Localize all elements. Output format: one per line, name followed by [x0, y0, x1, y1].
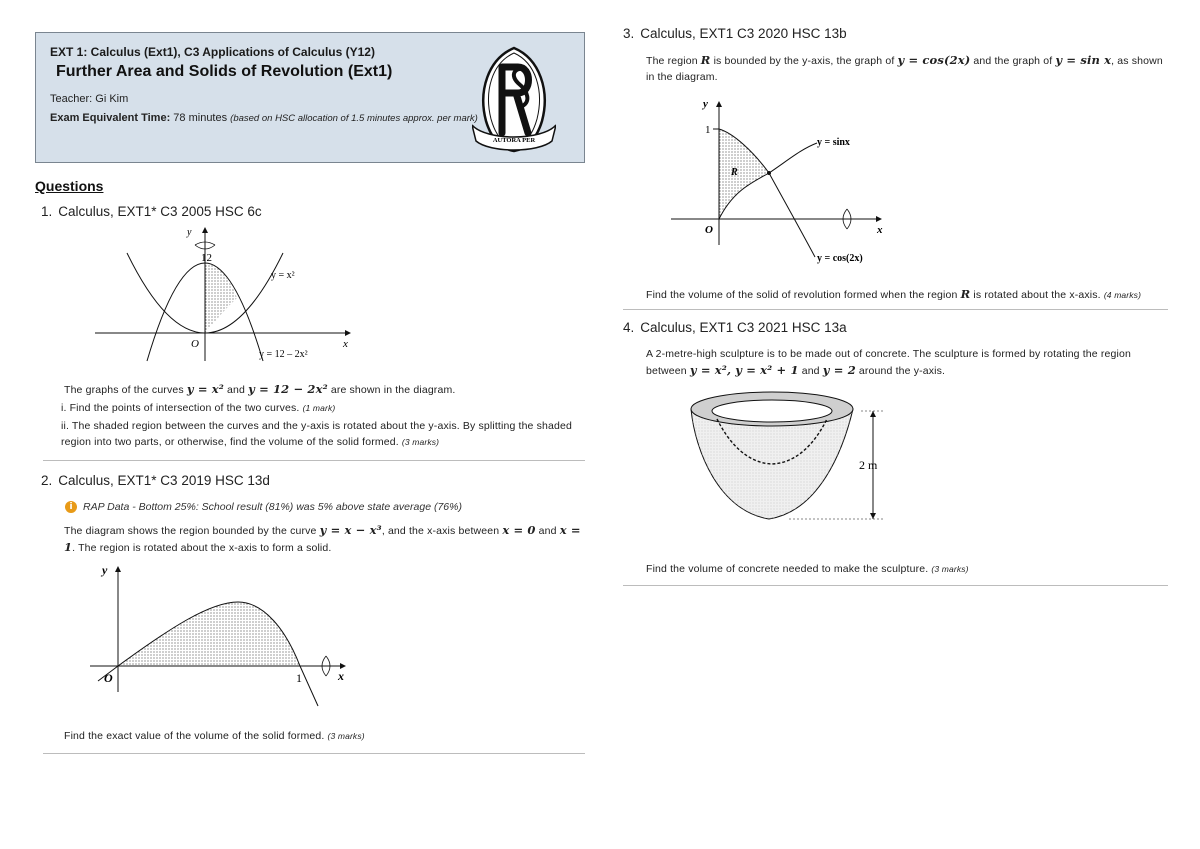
q3-sin-label: y = sinx [817, 137, 850, 148]
q4-stem-text-2: and [801, 365, 820, 377]
teacher-label: Teacher: [50, 93, 93, 105]
info-icon: i [65, 501, 77, 513]
q1-origin-label: O [191, 338, 199, 350]
q3-math-2: y = cos(2x) [897, 53, 971, 67]
q2-rap-data [65, 501, 585, 513]
q4-ask [646, 561, 1168, 577]
q2-ask-text: Find the exact value of the volume of the solid formed. [64, 730, 325, 742]
q1-label-12: 12 [201, 252, 212, 264]
q1-separator [43, 460, 585, 461]
q3-ask-math: R [960, 287, 971, 301]
q1-part-i [61, 400, 585, 416]
unit-title: EXT 1: Calculus (Ext1), C3 Applications of Calculus (Y12) [50, 45, 375, 59]
q2-separator [43, 753, 585, 754]
q3-separator [623, 309, 1168, 310]
question-2-title: Calculus, EXT1* C3 2019 HSC 13d [58, 473, 270, 488]
question-3-title: Calculus, EXT1 C3 2020 HSC 13b [640, 26, 847, 41]
question-1-title: Calculus, EXT1* C3 2005 HSC 6c [58, 204, 262, 219]
q4-marks: (3 marks) [931, 564, 969, 574]
question-2-number: 2. [41, 473, 53, 488]
q4-height-label: 2 m [859, 458, 878, 472]
worksheet-header [35, 32, 585, 163]
q2-rap-text: RAP Data - Bottom 25%: School result (81%) was 5% above state average (76%) [83, 501, 462, 513]
q2-x-label: x [338, 669, 344, 683]
teacher-name: Gi Kim [95, 93, 129, 105]
q3-math-3: y = sin x [1055, 53, 1112, 67]
q4-stem-text-3: around the y-axis. [858, 365, 946, 377]
left-column [35, 32, 585, 754]
q2-math-3: x = 1 [64, 523, 581, 554]
q3-marks: (4 marks) [1103, 290, 1142, 300]
question-3-number: 3. [623, 26, 635, 41]
right-column [623, 26, 1168, 586]
q2-y-label: y [102, 564, 108, 577]
q4-rim-inner [712, 400, 832, 422]
q1-part-ii [61, 418, 581, 450]
q3-ask-text-1: Find the volume of the solid of revolution formed when the region [646, 289, 958, 301]
q4-ask-text: Find the volume of concrete needed to make the sculpture. [646, 563, 929, 575]
q1-x-label: x [343, 338, 348, 350]
q2-stem-text-4: . The region is rotated about the x-axis to form a solid. [72, 542, 332, 554]
q2-stem [64, 522, 584, 556]
q1-part-ii-text: ii. The shaded region between the curves and the y-axis is rotated about the y-axis. By splitting the shaded region into two parts, or otherwise, find the volume of the solid formed. [61, 420, 572, 448]
school-crest-logo [472, 45, 556, 153]
question-1 [35, 204, 585, 461]
q3-region-label: R [731, 167, 738, 178]
q3-cos-label: y = cos(2x) [817, 253, 863, 264]
question-1-heading [35, 204, 585, 219]
q2-origin-label: O [104, 671, 113, 685]
exam-time-label: Exam Equivalent Time: [50, 112, 171, 124]
q1-graph [91, 223, 391, 363]
q3-stem-text-1: The region [646, 55, 698, 67]
page-title: Further Area and Solids of Revolution (Ext1) [56, 63, 393, 80]
q3-origin-label: O [705, 224, 713, 236]
q3-ask-text-2: is rotated about the x-axis. [973, 289, 1101, 301]
q2-stem-text-2: , and the x-axis between [381, 525, 500, 537]
q2-label-1: 1 [296, 671, 302, 685]
q3-graph [671, 97, 911, 272]
q1-math-2: y = 12 − 2x² [248, 382, 328, 396]
q3-label-1: 1 [705, 124, 711, 136]
q1-stem-text-2: and [227, 384, 246, 396]
q1-stem-text-3: are shown in the diagram. [330, 384, 456, 396]
q1-part-ii-marks: (3 marks) [401, 437, 440, 447]
q1-y-label: y [187, 227, 192, 238]
q2-math-2: x = 0 [502, 523, 536, 537]
exam-time-note: (based on HSC allocation of 1.5 minutes approx. per mark) [230, 113, 478, 124]
q3-x-label: x [877, 224, 883, 236]
question-3-heading [623, 26, 1168, 41]
question-4 [623, 320, 1168, 586]
q1-math-1: y = x² [186, 382, 224, 396]
questions-heading: Questions [35, 178, 104, 194]
question-4-heading [623, 320, 1168, 335]
q2-ask [64, 728, 585, 744]
exam-time-line [50, 111, 490, 126]
question-4-number: 4. [623, 320, 635, 335]
q2-graph [90, 564, 370, 714]
exam-time-value: 78 minutes [173, 112, 228, 124]
q3-stem-text-2: is bounded by the y-axis, the graph of [713, 55, 895, 67]
q3-math-1: R [700, 53, 711, 67]
q4-math-1: y = x², y = x² + 1 [689, 363, 799, 377]
q4-separator [623, 585, 1168, 586]
q2-stem-text-1: The diagram shows the region bounded by the curve [64, 525, 317, 537]
q1-shaded-region [205, 263, 237, 333]
q2-marks: (3 marks) [327, 731, 365, 741]
q1-part-i-marks: (1 mark) [302, 403, 336, 413]
q4-math-2: y = 2 [822, 363, 856, 377]
q1-stem-text-1: The graphs of the curves [64, 384, 184, 396]
q3-ask [646, 286, 1168, 303]
question-4-title: Calculus, EXT1 C3 2021 HSC 13a [640, 320, 847, 335]
q3-stem [646, 52, 1168, 85]
q2-curve-tail [300, 666, 318, 706]
q4-stem [646, 346, 1168, 379]
q2-shaded-region [118, 602, 300, 666]
question-1-number: 1. [41, 204, 53, 219]
q2-math-1: y = x − x³ [319, 523, 382, 537]
q2-stem-text-3: and [538, 525, 557, 537]
q1-stem [64, 381, 585, 398]
q3-y-label: y [703, 98, 708, 110]
q1-curve-label-1: y = x² [271, 270, 295, 281]
q3-stem-text-3: and the graph of [973, 55, 1053, 67]
q1-curve-label-2: y = 12 – 2x² [259, 349, 308, 360]
question-2-heading [35, 473, 585, 488]
q1-part-i-text: i. Find the points of intersection of the two curves. [61, 402, 300, 414]
question-2 [35, 473, 585, 754]
crest-motto: AUTORA PER [492, 137, 536, 144]
q3-stem-text-4: , as shown in the diagram. [646, 55, 1163, 83]
q4-sculpture-diagram [689, 391, 909, 531]
question-3 [623, 26, 1168, 310]
q4-stem-text-1: A 2-metre-high sculpture is to be made out of concrete. The sculpture is formed by rotating the region between [646, 348, 1131, 377]
